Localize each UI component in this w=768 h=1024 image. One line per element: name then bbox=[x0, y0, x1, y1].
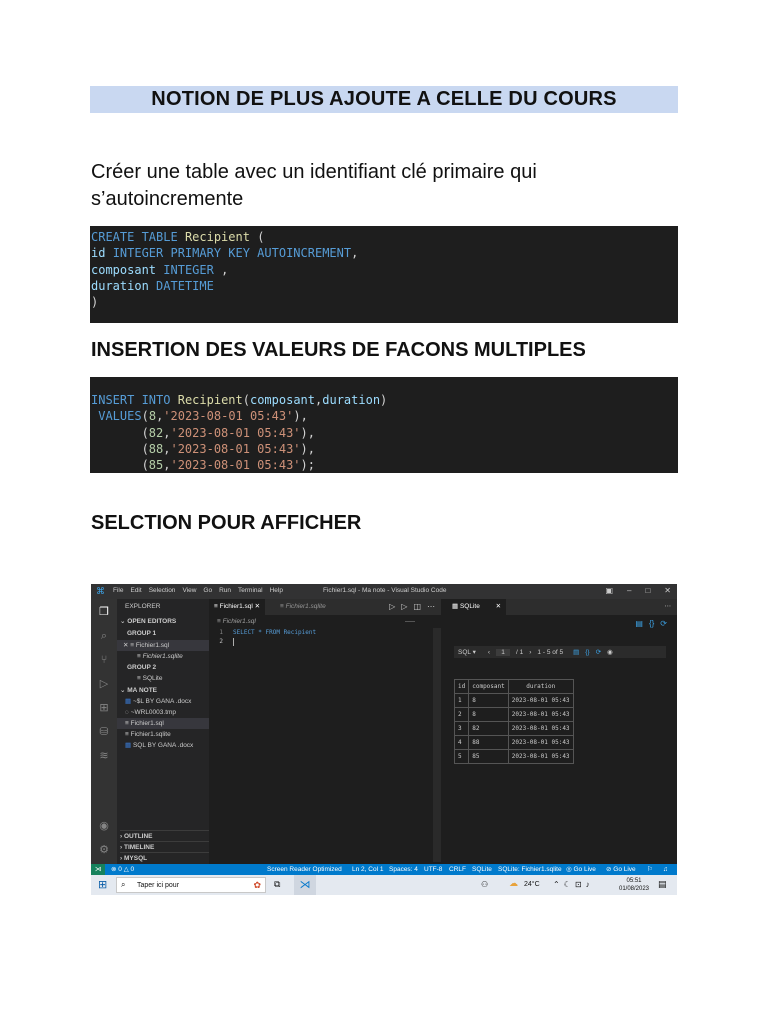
results-tabs bbox=[447, 599, 677, 615]
next-page-icon[interactable]: › bbox=[529, 648, 532, 656]
language-status[interactable]: SQLite bbox=[472, 866, 492, 873]
word-doc-icon: ▦ bbox=[125, 698, 132, 705]
layers-icon[interactable]: ≋ bbox=[99, 750, 109, 762]
tab-fichier1-sqlite[interactable] bbox=[275, 599, 331, 615]
source-control-icon[interactable]: ⑂ bbox=[100, 654, 108, 666]
tab-label: SQLite bbox=[459, 603, 480, 610]
search-icon[interactable]: ⌕ bbox=[100, 630, 108, 642]
error-count: 0 bbox=[118, 866, 122, 873]
file-label: ~$L BY GANA .docx bbox=[132, 698, 192, 705]
code-line-2: VALUES(8,'2023-08-01 05:43'), bbox=[98, 409, 308, 424]
table-row[interactable] bbox=[455, 694, 574, 708]
tab-label: Fichier1.sql bbox=[219, 603, 253, 610]
page-input[interactable]: 1 bbox=[496, 649, 510, 656]
more-icon[interactable]: ⋯ bbox=[664, 603, 671, 610]
windows-start-icon[interactable]: ⊞ bbox=[98, 879, 108, 891]
cursor-position[interactable]: Ln 2, Col 1 bbox=[352, 866, 384, 873]
refresh-results-icon[interactable]: ⟳ bbox=[595, 649, 602, 656]
file-icon: ≡ bbox=[214, 603, 218, 610]
go-live-button-2[interactable]: ⊘ Go Live bbox=[606, 866, 636, 873]
table-cell: 3 bbox=[455, 722, 469, 736]
code-line-4: duration DATETIME bbox=[91, 278, 214, 293]
table-cell: 1 bbox=[455, 694, 469, 708]
results-toolbar bbox=[454, 646, 666, 658]
database-icon[interactable]: ⛁ bbox=[99, 726, 109, 738]
code-line-2: id INTEGER PRIMARY KEY AUTOINCREMENT, bbox=[91, 246, 359, 261]
table-row[interactable] bbox=[455, 722, 574, 736]
menu-terminal[interactable]: Terminal bbox=[238, 587, 263, 594]
results-top-actions bbox=[635, 619, 667, 628]
menu-run[interactable]: Run bbox=[219, 587, 232, 594]
editor-line bbox=[209, 628, 441, 637]
create-table-code-block bbox=[90, 226, 678, 323]
mysql-label: MYSQL bbox=[123, 855, 148, 862]
file-label: SQL BY GANA .docx bbox=[132, 742, 194, 749]
explorer-sidebar bbox=[117, 599, 209, 864]
line-code: SELECT * FROM Recipient bbox=[233, 629, 317, 636]
code-line-5: (85,'2023-08-01 05:43'); bbox=[91, 458, 315, 473]
file-icon: ≡ bbox=[137, 675, 141, 682]
line-number: 1 bbox=[219, 629, 223, 636]
table-row[interactable] bbox=[455, 736, 574, 750]
activity-bar bbox=[91, 599, 117, 864]
weather-icon[interactable]: ☁ bbox=[509, 878, 518, 888]
editor-line bbox=[209, 637, 441, 646]
table-cell: 2023-08-01 05:43 bbox=[508, 736, 573, 750]
column-header[interactable]: id bbox=[455, 680, 469, 694]
section1-heading-line1: Créer une table avec un identifiant clé primaire qui bbox=[91, 161, 537, 183]
insert-values-code-block bbox=[90, 377, 678, 473]
vscode-screenshot bbox=[91, 584, 677, 895]
window-title: Fichier1.sql - Ma note - Visual Studio Code bbox=[323, 587, 447, 594]
breadcrumb-label: Fichier1.sql bbox=[222, 618, 256, 625]
search-highlight-icon: ✿ bbox=[253, 880, 261, 890]
export-icon[interactable]: ▤ bbox=[635, 619, 643, 628]
table-cell: 4 bbox=[455, 736, 469, 750]
problems-indicator[interactable]: ⊗ 0 △ 0 bbox=[111, 866, 135, 873]
code-line-3: composant INTEGER , bbox=[91, 262, 229, 277]
text-cursor bbox=[233, 638, 234, 646]
file-label: Fichier1.sqlite bbox=[130, 731, 171, 738]
sql-label: SQL bbox=[458, 649, 471, 656]
column-header[interactable]: composant bbox=[469, 680, 509, 694]
task-view-icon[interactable]: ⧉ bbox=[274, 879, 281, 889]
mysql-section[interactable]: › MYSQL bbox=[120, 852, 209, 864]
file-icon: ≡ bbox=[125, 731, 129, 738]
page-total: / 1 bbox=[516, 648, 524, 656]
file-icon: ≡ bbox=[137, 653, 141, 660]
table-cell: 2023-08-01 05:43 bbox=[508, 694, 573, 708]
table-cell: 2023-08-01 05:43 bbox=[508, 750, 573, 764]
code-line-4: (88,'2023-08-01 05:43'), bbox=[91, 441, 315, 456]
extensions-icon[interactable]: ⊞ bbox=[99, 702, 109, 714]
prev-page-icon[interactable]: ‹ bbox=[487, 648, 491, 656]
temperature: 24°C bbox=[524, 881, 540, 888]
minimize-icon[interactable]: – bbox=[627, 586, 632, 595]
menu-file[interactable]: File bbox=[113, 587, 124, 594]
more-icon[interactable]: ⋯ bbox=[427, 602, 435, 611]
line-number: 2 bbox=[219, 638, 223, 645]
menu-edit[interactable]: Edit bbox=[130, 587, 142, 594]
table-cell: 8 bbox=[469, 708, 509, 722]
table-cell: 2023-08-01 05:43 bbox=[508, 722, 573, 736]
open-editors-label: OPEN EDITORS bbox=[127, 618, 177, 625]
screen-reader-status[interactable]: Screen Reader Optimized bbox=[267, 866, 342, 873]
table-icon: ▦ bbox=[452, 603, 459, 610]
open-editor-fichier1-sql[interactable] bbox=[117, 640, 209, 651]
editor-actions bbox=[389, 602, 435, 611]
go-live-label: Go Live bbox=[613, 866, 636, 873]
run-debug-icon[interactable]: ▷ bbox=[99, 678, 109, 690]
outline-label: OUTLINE bbox=[123, 833, 153, 840]
explorer-header: EXPLORER bbox=[125, 603, 161, 610]
split-editor-icon[interactable]: ◫ bbox=[413, 602, 421, 611]
encoding-status[interactable]: UTF-8 bbox=[424, 866, 443, 873]
json-icon[interactable]: {} bbox=[648, 619, 655, 628]
vscode-logo-icon: ⌘ bbox=[96, 586, 105, 596]
clock-time: 05:51 bbox=[626, 878, 642, 884]
file-icon: ≡ bbox=[125, 720, 129, 727]
close-tab-icon[interactable]: ✕ bbox=[495, 603, 502, 610]
file-label: Fichier1.sqlite bbox=[142, 653, 183, 660]
json-results-icon[interactable]: {} bbox=[585, 648, 590, 656]
action-center-icon[interactable]: ▤ bbox=[658, 879, 667, 889]
sql-dropdown[interactable]: SQL ▾ bbox=[458, 649, 476, 656]
table-cell: 5 bbox=[455, 750, 469, 764]
people-icon[interactable]: ⚇ bbox=[481, 880, 489, 889]
close-tab-icon[interactable]: ✕ bbox=[254, 603, 261, 610]
results-pane bbox=[447, 599, 677, 864]
refresh-icon[interactable]: ⟳ bbox=[660, 619, 667, 628]
code-line-1: INSERT INTO Recipient(composant,duration) bbox=[91, 393, 388, 407]
code-line-1: CREATE TABLE Recipient ( bbox=[91, 230, 265, 244]
search-placeholder: Taper ici pour bbox=[137, 882, 180, 889]
maximize-icon[interactable]: □ bbox=[645, 586, 651, 595]
system-tray-icons[interactable]: ⌃☾⊡♪ bbox=[553, 880, 594, 889]
clock[interactable] bbox=[614, 877, 654, 893]
breadcrumb[interactable]: ≡ Fichier1.sql bbox=[217, 618, 256, 625]
editor-scrollbar[interactable] bbox=[433, 628, 441, 862]
page-title: NOTION DE PLUS AJOUTE A CELLE DU COURS bbox=[90, 86, 678, 113]
file-item[interactable] bbox=[125, 696, 191, 707]
group1-label: GROUP 1 bbox=[127, 630, 157, 637]
explorer-icon[interactable]: ❐ bbox=[99, 606, 109, 618]
status-bar bbox=[91, 864, 677, 875]
tab-sqlite-results[interactable] bbox=[447, 599, 506, 615]
file-item[interactable] bbox=[117, 718, 209, 729]
vscode-taskbar-icon[interactable]: ⋊ bbox=[294, 875, 316, 895]
close-icon[interactable]: ✕ bbox=[664, 586, 671, 595]
menu-selection[interactable]: Selection bbox=[148, 587, 176, 594]
file-label: Fichier1.sql bbox=[135, 642, 170, 649]
table-row[interactable] bbox=[455, 750, 574, 764]
run-icon[interactable]: ▷ bbox=[389, 602, 396, 611]
notifications-icon[interactable]: ♫ bbox=[663, 866, 668, 873]
table-cell: 2023-08-01 05:43 bbox=[508, 708, 573, 722]
database-status[interactable]: SQLite: Fichier1.sqlite bbox=[498, 866, 562, 873]
file-item[interactable] bbox=[125, 729, 171, 740]
run-debug-icon[interactable]: ▷ bbox=[401, 602, 408, 611]
code-line-3: (82,'2023-08-01 05:43'), bbox=[91, 425, 315, 440]
column-header[interactable]: duration bbox=[508, 680, 573, 694]
table-header-row bbox=[455, 680, 574, 694]
file-item[interactable] bbox=[125, 740, 193, 751]
indentation-status[interactable]: Spaces: 4 bbox=[389, 866, 418, 873]
window-controls bbox=[605, 586, 671, 595]
menu-view[interactable]: View bbox=[182, 587, 197, 594]
tmp-file-icon: ◌ bbox=[125, 709, 129, 716]
search-icon: ⌕ bbox=[121, 880, 126, 889]
folder-ma-note[interactable]: ⌄ MA NOTE bbox=[120, 687, 157, 694]
clock-date: 01/08/2023 bbox=[618, 886, 650, 892]
menu-help[interactable]: Help bbox=[269, 587, 283, 594]
go-live-button[interactable]: ◎ Go Live bbox=[566, 866, 596, 873]
results-table bbox=[454, 679, 574, 764]
file-icon: ≡ bbox=[130, 642, 135, 649]
code-line-5: ) bbox=[91, 295, 99, 310]
tab-label: Fichier1.sqlite bbox=[285, 603, 326, 610]
word-doc-icon: ▦ bbox=[125, 742, 132, 749]
timeline-section[interactable]: › TIMELINE bbox=[120, 841, 209, 853]
outline-section[interactable]: › OUTLINE bbox=[120, 830, 209, 842]
minimap-slice bbox=[405, 621, 415, 622]
table-row[interactable] bbox=[455, 708, 574, 722]
table-cell: 85 bbox=[469, 750, 509, 764]
code-editor[interactable] bbox=[209, 628, 441, 646]
editor-tabs bbox=[209, 599, 441, 615]
file-label: SQLite bbox=[142, 675, 163, 682]
feedback-icon[interactable]: ⚐ bbox=[647, 866, 653, 873]
view-icon[interactable]: ◉ bbox=[607, 649, 613, 656]
section1-heading-line2: s’autoincremente bbox=[91, 188, 244, 210]
open-editor-sqlite[interactable] bbox=[137, 673, 162, 684]
file-label: ~WRL0003.tmp bbox=[130, 709, 177, 716]
file-item[interactable] bbox=[125, 707, 176, 718]
file-icon: ≡ bbox=[280, 603, 284, 610]
editor-pane bbox=[209, 599, 441, 864]
remote-icon[interactable]: ⋊ bbox=[91, 864, 105, 875]
export-results-icon[interactable]: ▤ bbox=[573, 649, 580, 656]
vscode-titlebar bbox=[91, 584, 677, 599]
section3-heading: SELCTION POUR AFFICHER bbox=[91, 512, 362, 534]
open-editors-section[interactable]: ⌄ OPEN EDITORS bbox=[120, 618, 177, 625]
table-cell: 82 bbox=[469, 722, 509, 736]
table-cell: 88 bbox=[469, 736, 509, 750]
menu-bar bbox=[113, 587, 283, 594]
warning-count: 0 bbox=[130, 866, 135, 873]
group2-label: GROUP 2 bbox=[127, 664, 157, 671]
tab-fichier1-sql[interactable] bbox=[209, 599, 265, 615]
account-icon[interactable]: ◉ bbox=[99, 820, 109, 832]
taskbar-search-box[interactable] bbox=[116, 877, 266, 893]
open-editor-fichier1-sqlite[interactable] bbox=[137, 651, 183, 662]
layout-icon[interactable]: ▣ bbox=[605, 586, 613, 595]
folder-label: MA NOTE bbox=[127, 687, 157, 694]
row-range: 1 - 5 of 5 bbox=[537, 648, 564, 656]
go-live-label: Go Live bbox=[573, 866, 596, 873]
close-editor-icon[interactable]: ✕ bbox=[123, 642, 129, 649]
section2-heading: INSERTION DES VALEURS DE FACONS MULTIPLES bbox=[91, 339, 586, 361]
menu-go[interactable]: Go bbox=[203, 587, 213, 594]
timeline-label: TIMELINE bbox=[123, 844, 155, 851]
settings-gear-icon[interactable]: ⚙ bbox=[99, 844, 109, 856]
windows-taskbar bbox=[91, 875, 677, 895]
table-cell: 8 bbox=[469, 694, 509, 708]
table-cell: 2 bbox=[455, 708, 469, 722]
file-label: Fichier1.sql bbox=[130, 720, 164, 727]
eol-status[interactable]: CRLF bbox=[449, 866, 466, 873]
